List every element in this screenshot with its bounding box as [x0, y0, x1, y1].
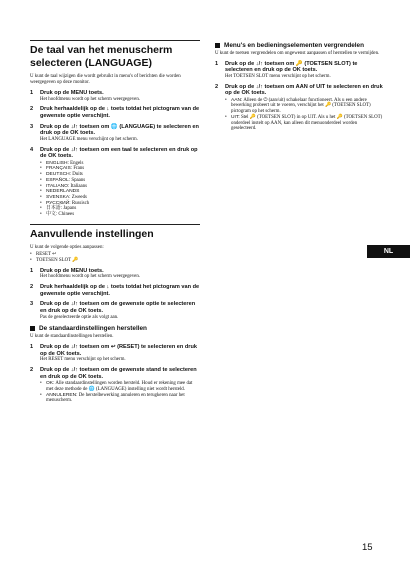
step-number: 2: [215, 83, 219, 90]
option-bullet: • TOETSEN SLOT 🔑: [30, 258, 200, 264]
step-item: [30, 90, 200, 102]
step-text: Druk herhaaldelijk op de ↓ toets totdat het pictogram van de gewenste optie verschijnt.: [40, 106, 200, 119]
step-number: 2: [30, 106, 34, 113]
section-rule: [30, 40, 200, 41]
page-number: 15: [362, 542, 373, 553]
step-number: 1: [215, 60, 219, 67]
step-item: [30, 344, 200, 363]
section-intro-language: U kunt de taal wijzigen die wordt gebruikt in menu's of berichten die worden weergegeven op deze monitor.: [30, 74, 181, 85]
step-text: Druk op de MENU toets.: [40, 267, 104, 274]
step-item: [30, 147, 200, 218]
lock-option: • UIT: Stel 🔑 (TOETSEN SLOT) in op UIT. Als u het 🔑 (TOETSEN SLOT) onderdeel instelt op AAN, kan alleen dit menuonderdeel worden geselecteerd.: [225, 115, 383, 132]
square-bullet-icon: [215, 43, 220, 48]
step-number: 3: [30, 123, 34, 130]
step-note: Het LANGUAGE menu verschijnt op het scherm.: [40, 136, 138, 142]
lock-options: [225, 98, 383, 132]
step-item: [30, 268, 200, 280]
left-column: [30, 40, 200, 408]
step-note: Het hoofdmenu wordt op het scherm weergegeven.: [40, 274, 140, 280]
step-number: 2: [30, 367, 34, 374]
subsection-intro-reset: U kunt de standaardinstellingen herstellen.: [30, 334, 114, 340]
step-item: [215, 84, 383, 132]
step-note: Het RESET menu verschijnt op het scherm.: [40, 357, 126, 363]
subsection-intro-lock: U kunt de toetsen vergrendelen om ongewenst aanpassen of herstellen te vermijden.: [215, 50, 380, 56]
step-number: 3: [30, 301, 34, 308]
step-text: Druk op de ↓/↑ toetsen om een taal te selecteren en druk op de OK toets.: [40, 146, 198, 160]
step-text: Druk herhaaldelijk op de ↓ toets totdat het pictogram van de gewenste optie verschijnt.: [40, 284, 200, 297]
step-number: 1: [30, 267, 34, 274]
reset-option: • OK: Alle standaardinstellingen worden hersteld. Houd er rekening mee dat met deze methode de 🌐 (LANGUAGE) instelling niet wordt hersteld.: [40, 381, 200, 392]
language-item: • 日本語: Japans: [40, 206, 200, 212]
language-tab-badge: NL: [367, 245, 410, 258]
language-item: • 中文: Chinees: [40, 212, 200, 218]
step-item: [30, 284, 200, 297]
section-title-additional: Aanvullende instellingen: [30, 227, 154, 240]
step-text: Druk op de ↓/↑ toetsen om ↩ (RESET) te selecteren en druk op de OK toets.: [40, 344, 197, 357]
section-intro-additional: U kunt de volgende opties aanpassen:: [30, 245, 104, 251]
option-bullet: • RESET ↩: [30, 252, 200, 258]
step-text: Druk op de MENU toets.: [40, 90, 104, 96]
step-item: [30, 106, 200, 119]
step-item: [215, 61, 383, 80]
language-item: • DEUTSCH: Duits: [40, 172, 200, 178]
section-rule: [30, 224, 200, 225]
step-number: 2: [30, 284, 34, 291]
section-title-language: De taal van het menuscherm selecteren (LANGUAGE): [30, 44, 173, 69]
lock-option: • AAN: Alleen de ⏻ (aan/uit) schakelaar functioneert. Als u een andere bewerking probeert uit te voeren, verschijnt het 🔑 (TOETSEN SLOT) pictogram op het scherm.: [225, 98, 383, 115]
step-note: Het TOETSEN SLOT menu verschijnt op het scherm.: [225, 73, 331, 79]
square-bullet-icon: [30, 326, 35, 331]
language-item: • FRANÇAIS: Frans: [40, 166, 200, 172]
step-note: Pas de geselecteerde optie als volgt aan.: [40, 314, 119, 320]
language-item: • SVENSKA: Zweeds: [40, 195, 200, 201]
step-text: Druk op de ↓/↑ toetsen om 🔑 (TOETSEN SLOT) te selecteren en druk op de OK toets.: [225, 60, 358, 74]
step-number: 1: [30, 344, 34, 351]
right-column: [215, 42, 383, 136]
reset-option: • ANNULEREN: De herstelbewerking annuleren en terugkeren naar het menuscherm.: [40, 393, 200, 404]
step-item: [30, 367, 200, 404]
subsection-title-lock: Menu's en bedieningselementen vergrendelen: [215, 42, 383, 50]
step-text: Druk op de ↓/↑ toetsen om de gewenste stand te selecteren en druk op de OK toets.: [40, 367, 197, 380]
language-item: • РУССКИЙ: Russisch: [40, 201, 200, 207]
reset-options: [40, 381, 200, 404]
step-text: Druk op de ↓/↑ toetsen om de gewenste optie te selecteren en druk op de OK toets.: [40, 301, 196, 315]
option-bullets: [30, 252, 200, 264]
language-item: • ITALIANO: Italiaans: [40, 184, 200, 190]
language-item: • NEDERLANDS: [40, 189, 200, 195]
language-list: [40, 161, 200, 218]
step-number: 4: [30, 146, 34, 153]
step-number: 1: [30, 90, 34, 96]
language-item: • ENGLISH: Engels: [40, 161, 200, 167]
subsection-title-reset: De standaardinstellingen herstellen: [30, 325, 200, 333]
step-text: Druk op de ↓/↑ toetsen om AAN of UIT te selecteren en druk op de OK toets.: [225, 83, 383, 97]
step-item: [30, 124, 200, 143]
language-item: • ESPAÑOL: Spaans: [40, 178, 200, 184]
step-item: [30, 301, 200, 320]
step-note: Het hoofdmenu wordt op het scherm weergegeven.: [40, 96, 140, 102]
step-text: Druk op de ↓/↑ toetsen om 🌐 (LANGUAGE) te selecteren en druk op de OK toets.: [40, 123, 199, 137]
